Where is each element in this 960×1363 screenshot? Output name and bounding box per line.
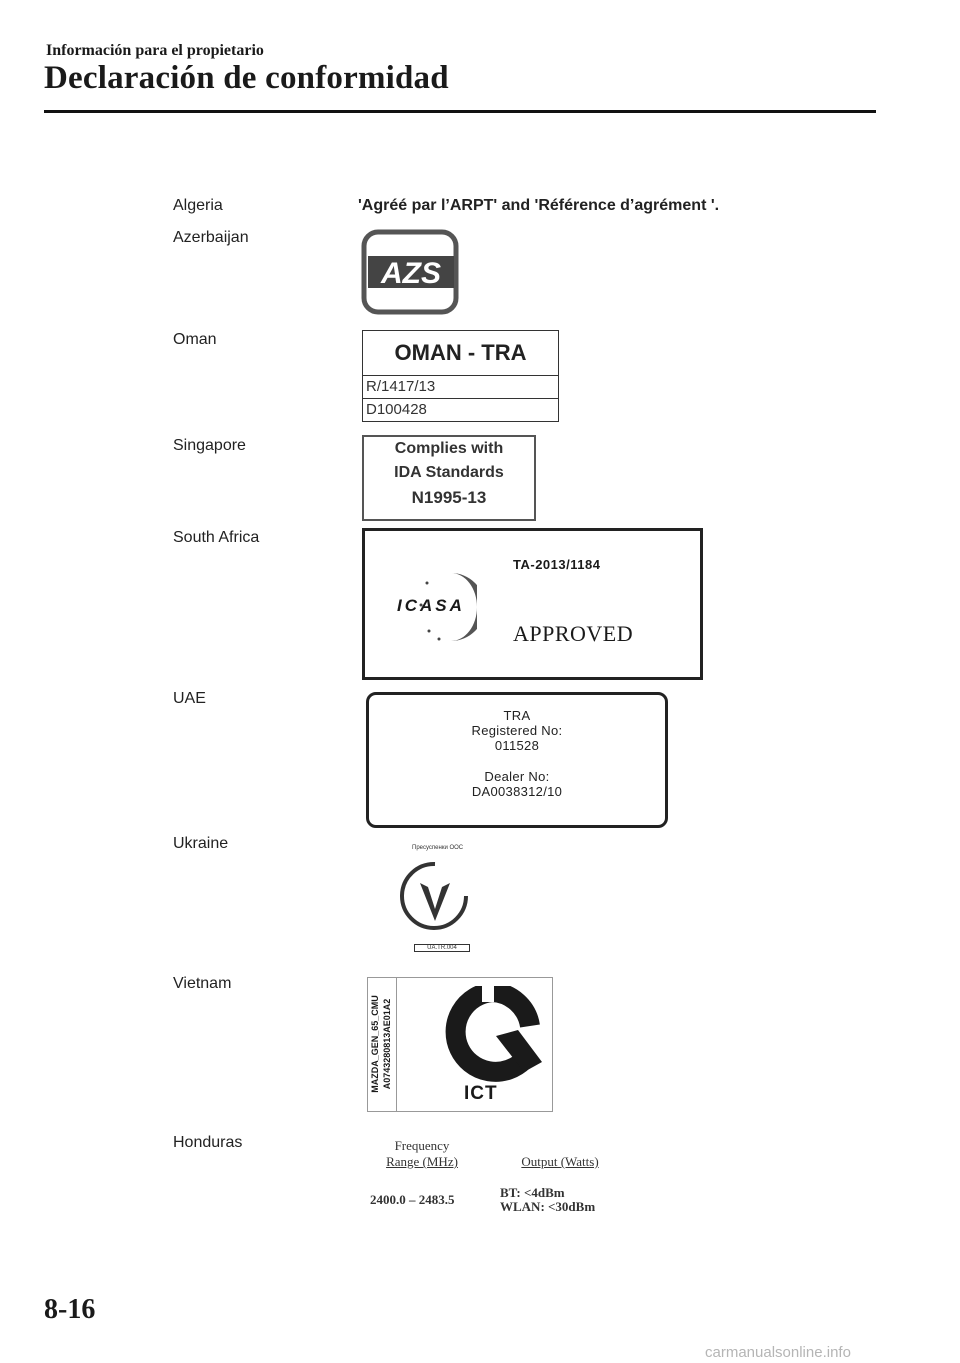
country-oman: Oman: [173, 331, 217, 348]
page-title: Declaración de conformidad: [44, 60, 449, 96]
uae-line4: Dealer No:: [484, 769, 550, 784]
ukraine-caption: Пресуспенки ООС: [412, 845, 464, 851]
icasa-label: [362, 528, 703, 680]
oman-line2: D100428: [363, 398, 558, 421]
honduras-range: 2400.0 – 2483.5: [370, 1192, 455, 1207]
country-uae: UAE: [173, 690, 206, 707]
icasa-ta-number: TA-2013/1184: [513, 557, 601, 572]
title-rule: [44, 110, 876, 113]
oman-heading: OMAN - TRA: [363, 331, 558, 376]
vietnam-line2: A0743280813AE01A2: [382, 998, 392, 1090]
country-ukraine: Ukraine: [173, 835, 229, 852]
country-azerbaijan: Azerbaijan: [173, 229, 249, 246]
uae-line3: 011528: [494, 738, 540, 753]
icasa-approved: APPROVED: [513, 621, 634, 646]
country-algeria: Algeria: [173, 197, 223, 214]
country-south-africa: South Africa: [173, 529, 260, 546]
watermark: carmanualsonline.info: [705, 1344, 851, 1361]
section-label: Información para el propietario: [46, 42, 264, 59]
vietnam-line1: MAZDA_GEN_65_CMU: [370, 995, 380, 1093]
country-singapore: Singapore: [173, 437, 246, 454]
honduras-wlan: WLAN: <30dBm: [500, 1199, 596, 1214]
vietnam-ict-text: ICT: [464, 1083, 498, 1104]
honduras-freq-head: [372, 1138, 472, 1170]
icasa-wordmark: ICASA: [397, 596, 465, 615]
ukraine-trident-icon: [400, 851, 470, 937]
uae-line2: Registered No:: [471, 723, 563, 738]
ukraine-conformity-mark: [400, 845, 480, 952]
country-vietnam: Vietnam: [173, 975, 232, 992]
ida-line3: N1995-13: [411, 488, 487, 507]
ida-label: [362, 435, 536, 521]
country-honduras: Honduras: [173, 1134, 243, 1151]
page-number: 8-16: [44, 1294, 96, 1325]
algeria-approval-text: 'Agréé par l’ARPT' and 'Référence d’agrément '.: [358, 197, 720, 214]
azs-logo-text: AZS: [381, 257, 441, 290]
azs-logo: [360, 228, 460, 321]
uae-tra-label: [366, 692, 668, 828]
vietnam-ict-label: [367, 977, 553, 1112]
honduras-bt: BT: <4dBm: [500, 1185, 565, 1200]
oman-line1: R/1417/13: [366, 378, 436, 395]
honduras-output-head: Output (Watts): [521, 1154, 599, 1169]
ict-q-icon: [434, 986, 550, 1082]
uae-line1: TRA: [503, 708, 531, 723]
vietnam-model-text: [369, 982, 395, 1107]
honduras-freq-head-a: Frequency: [394, 1138, 450, 1153]
ukraine-code: UA.TR.004: [414, 944, 470, 952]
vietnam-divider: [396, 978, 397, 1111]
uae-line5: DA0038312/10: [471, 784, 563, 799]
ida-line1: Complies with: [394, 440, 504, 457]
ida-line2: IDA Standards: [394, 464, 504, 481]
oman-tra-label: [362, 330, 559, 422]
honduras-freq-head-b: Range (MHz): [386, 1154, 458, 1169]
